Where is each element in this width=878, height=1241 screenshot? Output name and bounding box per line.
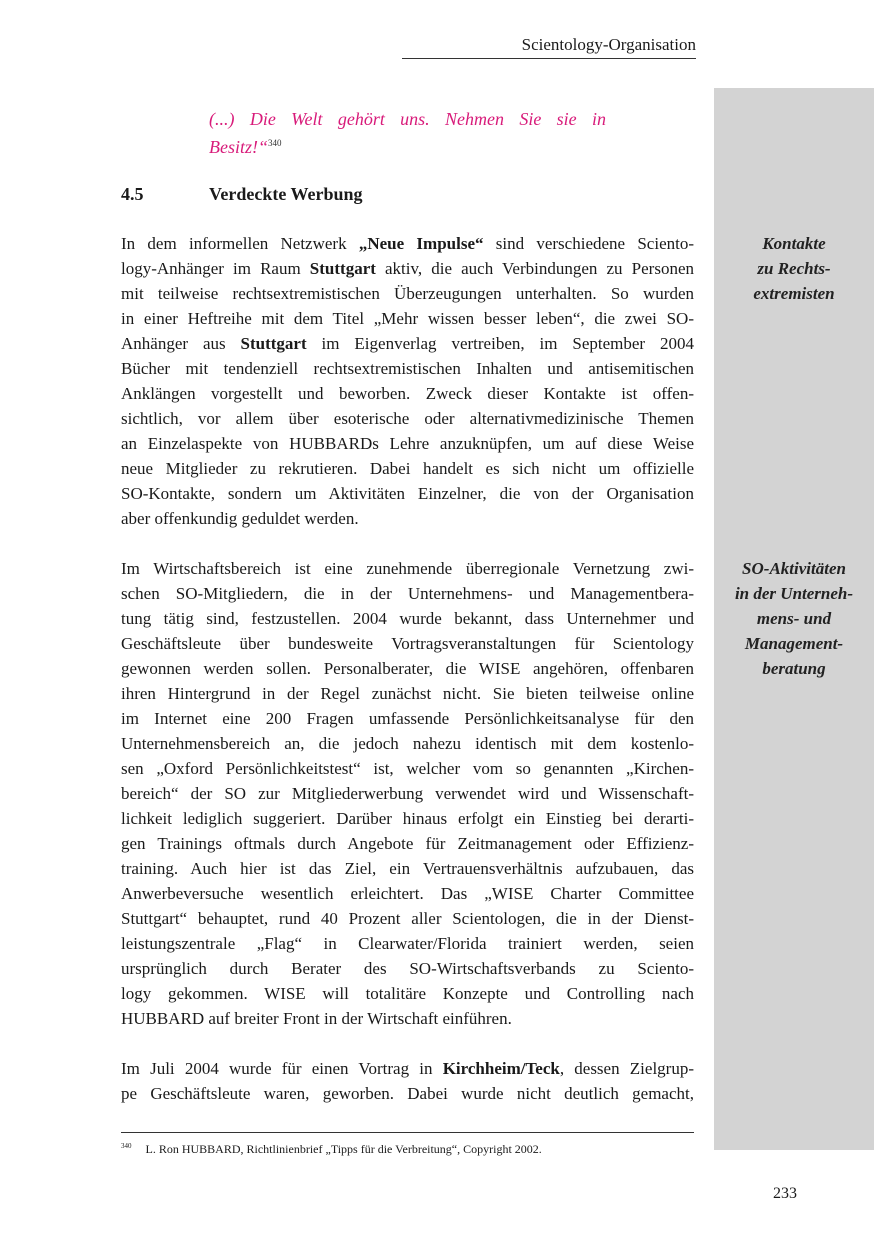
text-line: Im Wirtschaftsbereich ist eine zunehmende überregionale Vernetzung zwi- <box>121 559 694 578</box>
quote-word: Nehmen <box>445 109 504 129</box>
paragraph-neue-impulse <box>121 231 694 531</box>
text-line: tung tätig sind, festzustellen. 2004 wurde bekannt, dass Unternehmer und <box>121 609 694 628</box>
text-line: gen Trainings oftmals durch Angebote für Zeitmanagement oder Effizienz- <box>121 834 694 853</box>
side-note-line: mens- und <box>756 609 832 628</box>
text-line: SO-Kontakte, sondern um Aktivitäten Einzelner, die von der Organisation <box>121 484 694 503</box>
text-line: sen „Oxford Persönlichkeitstest“ ist, welcher vom so genannten „Kirchen- <box>121 759 694 778</box>
text-line: lichkeit lediglich suggeriert. Darüber hinaus erfolgt ein Einstieg bei derarti- <box>121 809 694 828</box>
side-note-line: SO-Aktivitäten <box>742 559 846 578</box>
text-line: logy gekommen. WISE will totalitäre Konzepte und Controlling nach <box>121 984 694 1003</box>
paragraph-kirchheim <box>121 1056 694 1106</box>
text-line: im Internet eine 200 Fragen umfassende Persönlichkeitsanalyse für den <box>121 709 694 728</box>
quote-word: uns. <box>400 109 430 129</box>
text-line: ursprünglich durch Berater des SO-Wirtschaftsverbands zu Sciento- <box>121 959 694 978</box>
text-line: neue Mitglieder zu rekrutieren. Dabei handelt es sich nicht um offizielle <box>121 459 694 478</box>
text-run: Im Juli 2004 wurde für einen Vortrag in <box>121 1059 443 1078</box>
text-run: , dessen Zielgrup- <box>559 1059 694 1078</box>
side-note-line: beratung <box>762 659 826 678</box>
text-line: leistungszentrale „Flag“ in Clearwater/Florida trainiert werden, seien <box>121 934 694 953</box>
text-line: gewonnen werden sollen. Personalberater, die WISE angehören, offenbaren <box>121 659 694 678</box>
text-run: Anhänger aus <box>121 334 241 353</box>
section-number: 4.5 <box>121 184 144 204</box>
text-line: an Einzelaspekte von HUBBARDs Lehre anzuknüpfen, um auf diese Weise <box>121 434 694 453</box>
side-note-line: extremisten <box>753 284 835 303</box>
side-note-management-consulting <box>714 556 874 681</box>
quote-block <box>209 107 606 159</box>
footnote <box>121 1138 694 1157</box>
text-line: mit teilweise rechtsextremistischen Überzeugungen unterhalten. So wurden <box>121 284 694 303</box>
text-run: logy-Anhänger im Raum <box>121 259 310 278</box>
text-run: aktiv, die auch Verbindungen zu Personen <box>375 259 694 278</box>
text-line: Geschäftsleute über bundesweite Vortragsveranstaltungen für Scientology <box>121 634 694 653</box>
footnote-text: L. Ron HUBBARD, Richtlinienbrief „Tipps für die Verbreitung“, Copyright 2002. <box>145 1142 542 1156</box>
side-note-right-extremists <box>714 231 874 306</box>
side-note-line: zu Rechts- <box>757 259 831 278</box>
text-line: schen SO-Mitgliedern, die in der Unternehmens- und Managementbera- <box>121 584 694 603</box>
text-line: Bücher mit tendenziell rechtsextremistischen Inhalten und antisemitischen <box>121 359 694 378</box>
footnote-rule <box>121 1132 694 1133</box>
text-line: bereich“ der SO zur Mitgliederwerbung verwendet wird und Wissenschaft- <box>121 784 694 803</box>
quote-word: in <box>591 109 606 129</box>
text-run: In dem informellen Netzwerk <box>121 234 359 253</box>
text-line <box>121 231 694 256</box>
text-line: ihren Hintergrund in der Regel zunächst nicht. Sie bieten teilweise online <box>121 684 694 703</box>
quote-word: Die <box>249 109 276 129</box>
quote-word: Sie <box>519 109 542 129</box>
quote-word: sie <box>556 109 577 129</box>
quote-word: Welt <box>291 109 323 129</box>
text-line: aber offenkundig geduldet werden. <box>121 509 359 528</box>
quote-line-1 <box>209 107 606 131</box>
page-number: 233 <box>773 1185 797 1202</box>
header-rule <box>402 58 696 59</box>
footnote-number: 340 <box>121 1142 132 1150</box>
side-note-line: in der Unterneh- <box>734 584 854 603</box>
text-line <box>121 331 694 356</box>
text-line: sichtlich, vor allem über esoterische oder alternativmedizinische Themen <box>121 409 694 428</box>
text-line: in einer Heftreihe mit dem Titel „Mehr wissen besser leben“, die zwei SO- <box>121 309 694 328</box>
quote-text: Besitz!“ <box>209 137 269 157</box>
keyword-neue-impulse: „Neue Impulse“ <box>358 234 484 253</box>
section-title: Verdeckte Werbung <box>209 184 363 204</box>
side-note-line: Kontakte <box>762 234 826 253</box>
text-line: training. Auch hier ist das Ziel, ein Vertrauensverhältnis aufzubauen, das <box>121 859 694 878</box>
quote-line-2 <box>209 131 606 159</box>
text-run: im Eigenverlag vertreiben, im September 2004 <box>306 334 694 353</box>
text-line: Unternehmensbereich an, die jedoch nahezu identisch mit dem kostenlo- <box>121 734 694 753</box>
keyword-kirchheim-teck: Kirchheim/Teck <box>442 1059 560 1078</box>
side-note-line: Management- <box>744 634 844 653</box>
quote-word: (...) <box>209 109 235 129</box>
keyword-stuttgart: Stuttgart <box>309 259 376 278</box>
text-line <box>121 256 694 281</box>
text-line <box>121 1056 694 1081</box>
text-run: sind verschiedene Sciento- <box>483 234 694 253</box>
text-line: Stuttgart“ behauptet, rund 40 Prozent aller Scientologen, die in der Dienst- <box>121 909 694 928</box>
running-head: Scientology-Organisation <box>521 35 696 54</box>
text-line: Anklängen vorgestellt und beworben. Zweck dieser Kontakte ist offen- <box>121 384 694 403</box>
text-line: Anwerbeversuche wesentlich erleichtert. Das „WISE Charter Committee <box>121 884 694 903</box>
text-line: HUBBARD auf breiter Front in der Wirtschaft einführen. <box>121 1009 512 1028</box>
footnote-reference: 340 <box>268 138 282 148</box>
quote-word: gehört <box>337 109 385 129</box>
keyword-stuttgart: Stuttgart <box>240 334 307 353</box>
paragraph-wirtschaftsbereich <box>121 556 694 1031</box>
text-line: pe Geschäftsleute waren, geworben. Dabei wurde nicht deutlich gemacht, <box>121 1084 694 1103</box>
